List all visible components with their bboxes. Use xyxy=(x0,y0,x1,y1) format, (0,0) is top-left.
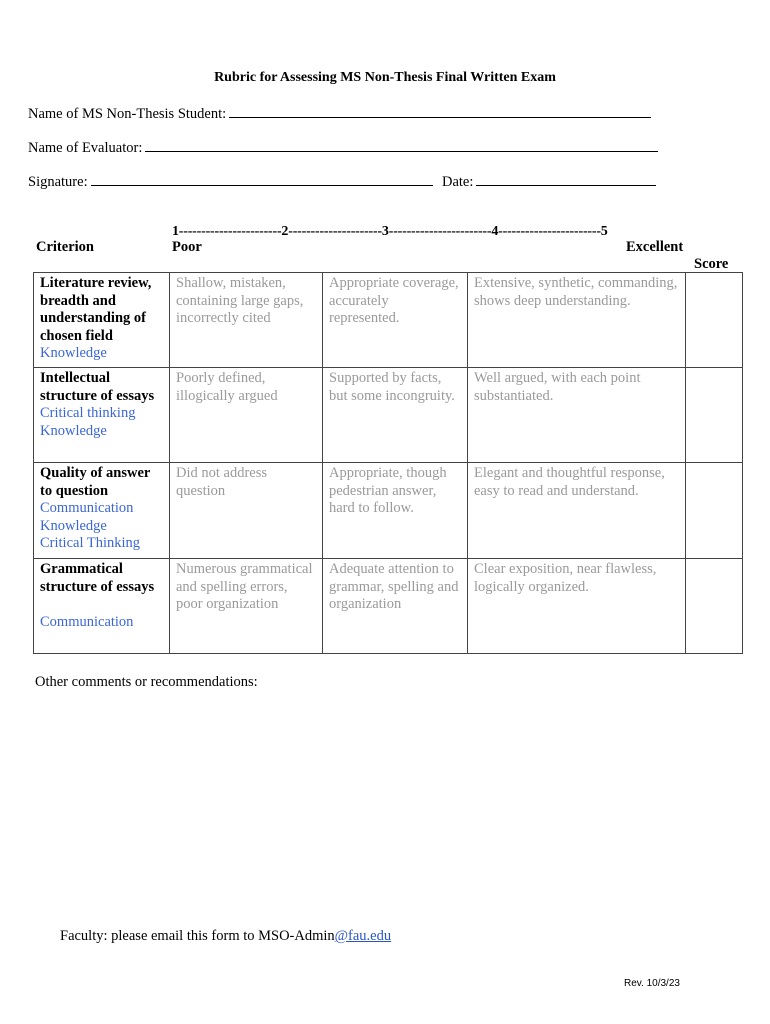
criterion-cell xyxy=(34,559,170,654)
descriptor-mid: Appropriate coverage, accurately represented. xyxy=(323,273,468,368)
descriptor-excellent: Elegant and thoughtful response, easy to read and understand. xyxy=(468,463,686,559)
evaluator-name-line[interactable] xyxy=(145,137,658,152)
evaluator-name-field xyxy=(28,137,658,157)
rubric-row xyxy=(34,463,743,559)
evaluator-name-label: Name of Evaluator: xyxy=(28,140,143,156)
score-header: Score xyxy=(694,256,729,272)
descriptor-poor: Shallow, mistaken, containing large gaps, incorrectly cited xyxy=(170,273,323,368)
learning-outcome-tag: Critical thinking xyxy=(40,405,136,421)
descriptor-mid: Adequate attention to grammar, spelling and organization xyxy=(323,559,468,654)
descriptor-poor: Numerous grammatical and spelling errors, poor organization xyxy=(170,559,323,654)
rubric-row xyxy=(34,368,743,463)
rubric-table xyxy=(33,272,743,654)
descriptor-mid: Appropriate, though pedestrian answer, hard to follow. xyxy=(323,463,468,559)
criterion-label: Grammatical structure of essays xyxy=(40,561,155,595)
criterion-label: Intellectual structure of essays xyxy=(40,370,155,404)
descriptor-poor: Did not address question xyxy=(170,463,323,559)
rubric-row xyxy=(34,559,743,654)
student-name-field xyxy=(28,103,651,123)
learning-outcome-tag: Knowledge xyxy=(40,517,107,534)
learning-outcome-tag: Knowledge xyxy=(40,422,107,439)
score-cell[interactable] xyxy=(686,559,743,654)
criterion-label: Literature review, breadth and understanding of chosen field xyxy=(40,275,152,344)
revision-label: Rev. 10/3/23 xyxy=(624,978,680,989)
signature-label: Signature: xyxy=(28,174,88,190)
score-cell[interactable] xyxy=(686,463,743,559)
poor-label: Poor xyxy=(172,239,202,255)
date-field xyxy=(442,171,656,191)
student-name-line[interactable] xyxy=(229,103,651,118)
descriptor-excellent: Clear exposition, near flawless, logically organized. xyxy=(468,559,686,654)
learning-outcome-tag: Critical Thinking xyxy=(40,535,141,551)
learning-outcome-tag: Knowledge xyxy=(40,345,107,361)
descriptor-mid: Supported by facts, but some incongruity. xyxy=(323,368,468,463)
score-cell[interactable] xyxy=(686,273,743,368)
criterion-cell xyxy=(34,463,170,559)
criterion-cell xyxy=(34,273,170,368)
descriptor-excellent: Well argued, with each point substantiated. xyxy=(468,368,686,463)
spacer xyxy=(40,596,163,614)
criterion-label: Quality of answer to question xyxy=(40,465,151,499)
criterion-cell xyxy=(34,368,170,463)
signature-line[interactable] xyxy=(91,171,433,186)
score-cell[interactable] xyxy=(686,368,743,463)
excellent-label: Excellent xyxy=(626,239,684,255)
date-label: Date: xyxy=(442,174,474,190)
footer-text: Faculty: please email this form to MSO-Admin xyxy=(60,928,335,944)
descriptor-poor: Poorly defined, illogically argued xyxy=(170,368,323,463)
rating-scale: 1-----------------------2---------------------3-----------------------4-----------------------5 xyxy=(172,224,608,239)
learning-outcome-tag: Communication xyxy=(40,613,134,630)
page-title: Rubric for Assessing MS Non-Thesis Final Written Exam xyxy=(214,70,556,85)
student-name-label: Name of MS Non-Thesis Student: xyxy=(28,106,227,122)
email-link[interactable]: @fau.edu xyxy=(334,928,392,944)
signature-field xyxy=(28,171,433,191)
learning-outcome-tag: Communication xyxy=(40,500,134,516)
rubric-row xyxy=(34,273,743,368)
criterion-header: Criterion xyxy=(36,239,94,255)
date-line[interactable] xyxy=(476,171,656,186)
descriptor-excellent: Extensive, synthetic, commanding, shows deep understanding. xyxy=(468,273,686,368)
comments-label: Other comments or recommendations: xyxy=(35,674,258,690)
footer-note xyxy=(60,928,391,945)
